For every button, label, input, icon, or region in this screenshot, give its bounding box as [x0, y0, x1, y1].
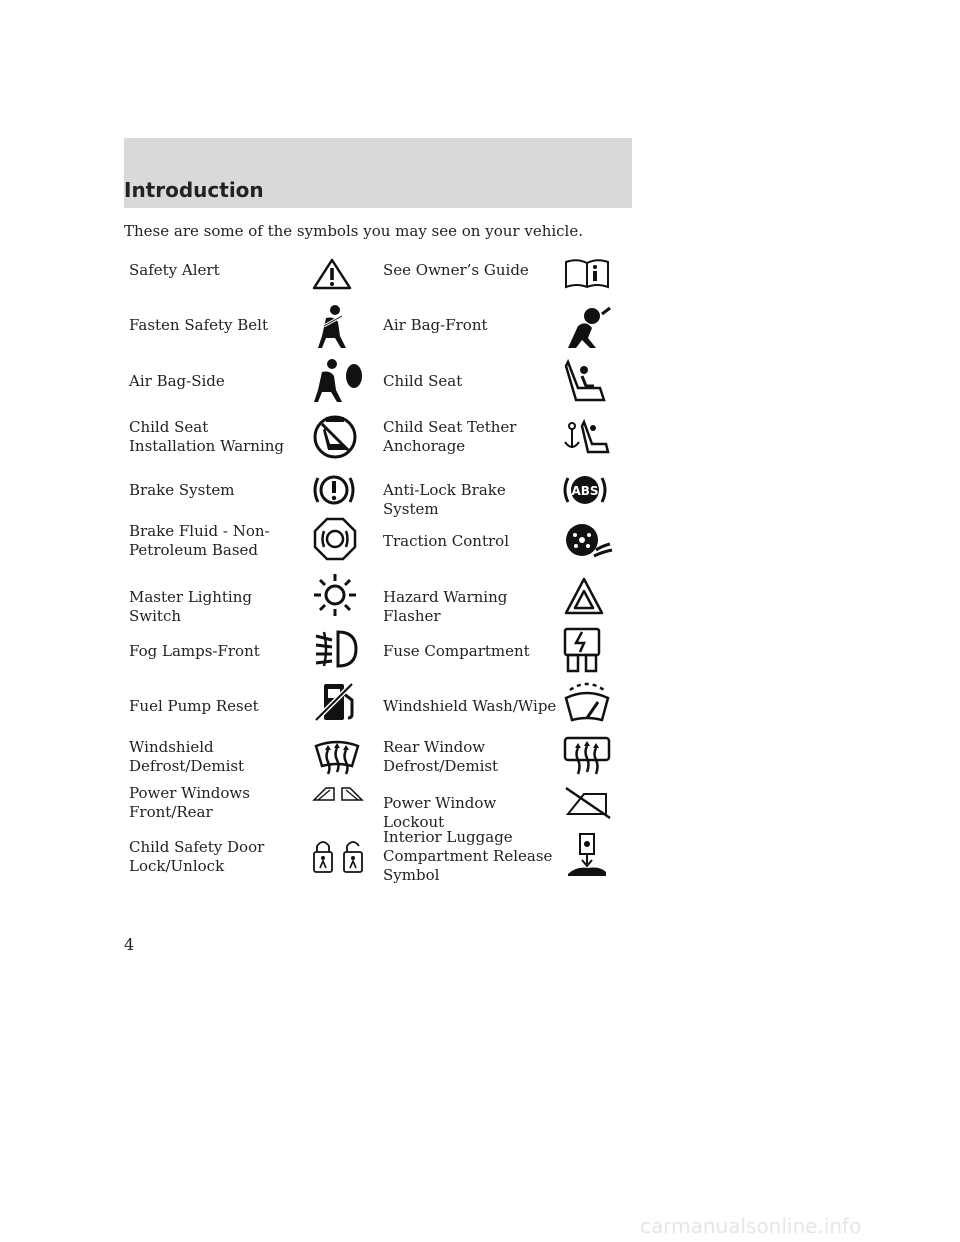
abs-icon [562, 470, 608, 510]
traction-control-icon [562, 520, 614, 560]
symbol-label: Windshield Wash/Wipe [383, 697, 557, 715]
brake-system-icon [312, 470, 356, 510]
windshield-defrost-icon [312, 738, 362, 776]
child-lock-icon [312, 838, 366, 874]
rear-defrost-icon [562, 734, 612, 778]
symbol-row [124, 784, 624, 830]
symbol-label: Safety Alert [129, 261, 220, 279]
child-seat-icon [562, 358, 608, 404]
symbol-label: Brake Fluid - Non-Petroleum Based [129, 522, 270, 559]
symbol-row [124, 414, 624, 470]
symbol-row [124, 680, 624, 730]
seat-belt-icon [312, 304, 352, 350]
symbol-label: Fog Lamps-Front [129, 642, 260, 660]
symbol-label: Rear Window Defrost/Demist [383, 738, 499, 775]
window-lockout-icon [562, 784, 614, 820]
footer-watermark: carmanualsonline.info [640, 1214, 862, 1238]
lighting-switch-icon [312, 572, 358, 618]
symbol-label: Traction Control [383, 532, 509, 550]
symbol-label: Child Seat Installation Warning [129, 418, 285, 455]
symbol-label: Hazard Warning Flasher [383, 588, 508, 625]
symbol-label: Interior Luggage Compartment Release Symbol [383, 828, 553, 884]
symbol-row [124, 258, 624, 298]
symbol-label: Child Seat Tether Anchorage [383, 418, 517, 455]
symbol-label: Power Window Lockout [383, 794, 497, 831]
air-bag-front-icon [562, 304, 612, 350]
section-title: Introduction [124, 178, 264, 202]
symbol-label: Brake System [129, 481, 235, 499]
symbol-label: Fuel Pump Reset [129, 697, 259, 715]
symbol-row [124, 828, 624, 888]
symbol-row [124, 572, 624, 625]
warning-triangle-icon [312, 258, 352, 290]
page-number: 4 [124, 935, 135, 954]
fuel-pump-icon [312, 680, 358, 724]
air-bag-side-icon [312, 358, 364, 404]
child-seat-warning-icon [312, 414, 358, 460]
fuse-icon [562, 626, 602, 674]
symbol-label: Air Bag-Side [129, 372, 225, 390]
hazard-flasher-icon [562, 576, 606, 616]
symbol-row [124, 734, 624, 782]
symbol-label: Child Seat [383, 372, 463, 390]
symbol-row [124, 470, 624, 518]
owners-guide-icon [562, 256, 612, 290]
symbol-label: Anti-Lock Brake System [383, 481, 506, 518]
svg-text:ABS: ABS [571, 484, 599, 498]
trunk-release-icon [562, 830, 612, 880]
symbol-label: Master Lighting Switch [129, 588, 252, 625]
symbol-label: Child Safety Door Lock/Unlock [129, 838, 265, 875]
tether-anchorage-icon [562, 416, 612, 456]
symbol-row [124, 304, 624, 356]
wash-wipe-icon [562, 680, 612, 724]
symbol-label: Fuse Compartment [383, 642, 530, 660]
symbol-row [124, 626, 624, 676]
symbol-label: Windshield Defrost/Demist [129, 738, 245, 775]
symbol-label: See Owner’s Guide [383, 261, 529, 279]
brake-fluid-icon [312, 516, 358, 562]
power-windows-icon [312, 784, 364, 804]
fog-lamp-icon [312, 626, 362, 672]
symbol-row [124, 516, 624, 570]
symbol-label: Fasten Safety Belt [129, 316, 269, 334]
symbol-row [124, 358, 624, 406]
symbol-label: Air Bag-Front [383, 316, 488, 334]
symbol-label: Power Windows Front/Rear [129, 784, 250, 821]
intro-text: These are some of the symbols you may see on your vehicle. [124, 222, 583, 240]
